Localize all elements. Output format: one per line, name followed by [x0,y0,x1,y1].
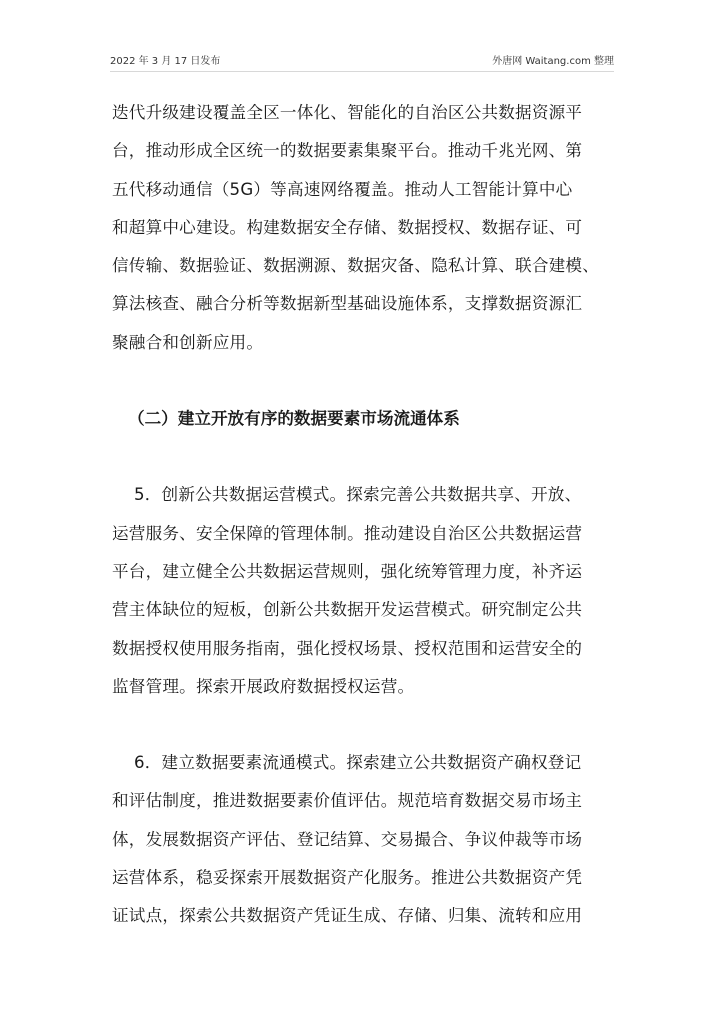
text-line: 台，推动形成全区统一的数据要素集聚平台。推动千兆光网、第 [112,141,583,161]
paragraph-continuation [112,94,617,362]
paragraph-item-5 [112,476,617,706]
document-body [112,94,617,936]
text-line: 运营服务、安全保障的管理体制。推动建设自治区公共数据运营 [112,523,583,543]
text-line: 迭代升级建设覆盖全区一体化、智能化的自治区公共数据资源平 [112,103,583,122]
text-line: 五代移动通信（5G）等高速网络覆盖。推动人工智能计算中心 [112,179,573,199]
text-line: 营主体缺位的短板，创新公共数据开发运营模式。研究制定公共 [112,600,583,620]
header-divider [110,71,614,72]
source-credit: 外唐网 Waitang.com 整理 [492,56,614,67]
text-line: 聚融合和创新应用。 [112,332,264,352]
text-line: 运营体系，稳妥探索开展数据资产化服务。推进公共数据资产凭 [112,868,583,888]
text-line: 6．建立数据要素流通模式。探索建立公共数据资产确权登记 [134,753,582,773]
text-line: 和评估制度，推进数据要素价值评估。规范培育数据交易市场主 [112,791,583,811]
spacer [112,362,617,400]
paragraph-item-6 [112,744,617,935]
text-line: 证试点，探索公共数据资产凭证生成、存储、归集、流转和应用 [112,906,583,926]
text-line: 监督管理。探索开展政府数据授权运营。 [112,676,415,696]
spacer [112,438,617,476]
text-line: 算法核查、融合分析等数据新型基础设施体系，支撑数据资源汇 [112,294,583,314]
page-header [110,52,614,70]
text-line: 数据授权使用服务指南，强化授权场景、授权范围和运营安全的 [112,638,583,658]
publish-date: 2022 年 3 月 17 日发布 [110,56,221,67]
text-line: 5．创新公共数据运营模式。探索完善公共数据共享、开放、 [134,485,582,505]
text-line: 体，发展数据资产评估、登记结算、交易撮合、争议仲裁等市场 [112,829,583,849]
text-line: 平台，建立健全公共数据运营规则，强化统筹管理力度，补齐运 [112,561,583,581]
text-line: 信传输、数据验证、数据溯源、数据灾备、隐私计算、联合建模、 [112,256,600,276]
section-heading: （二）建立开放有序的数据要素市场流通体系 [128,409,460,429]
spacer [112,706,617,744]
text-line: 和超算中心建设。构建数据安全存储、数据授权、数据存证、可 [112,217,583,237]
